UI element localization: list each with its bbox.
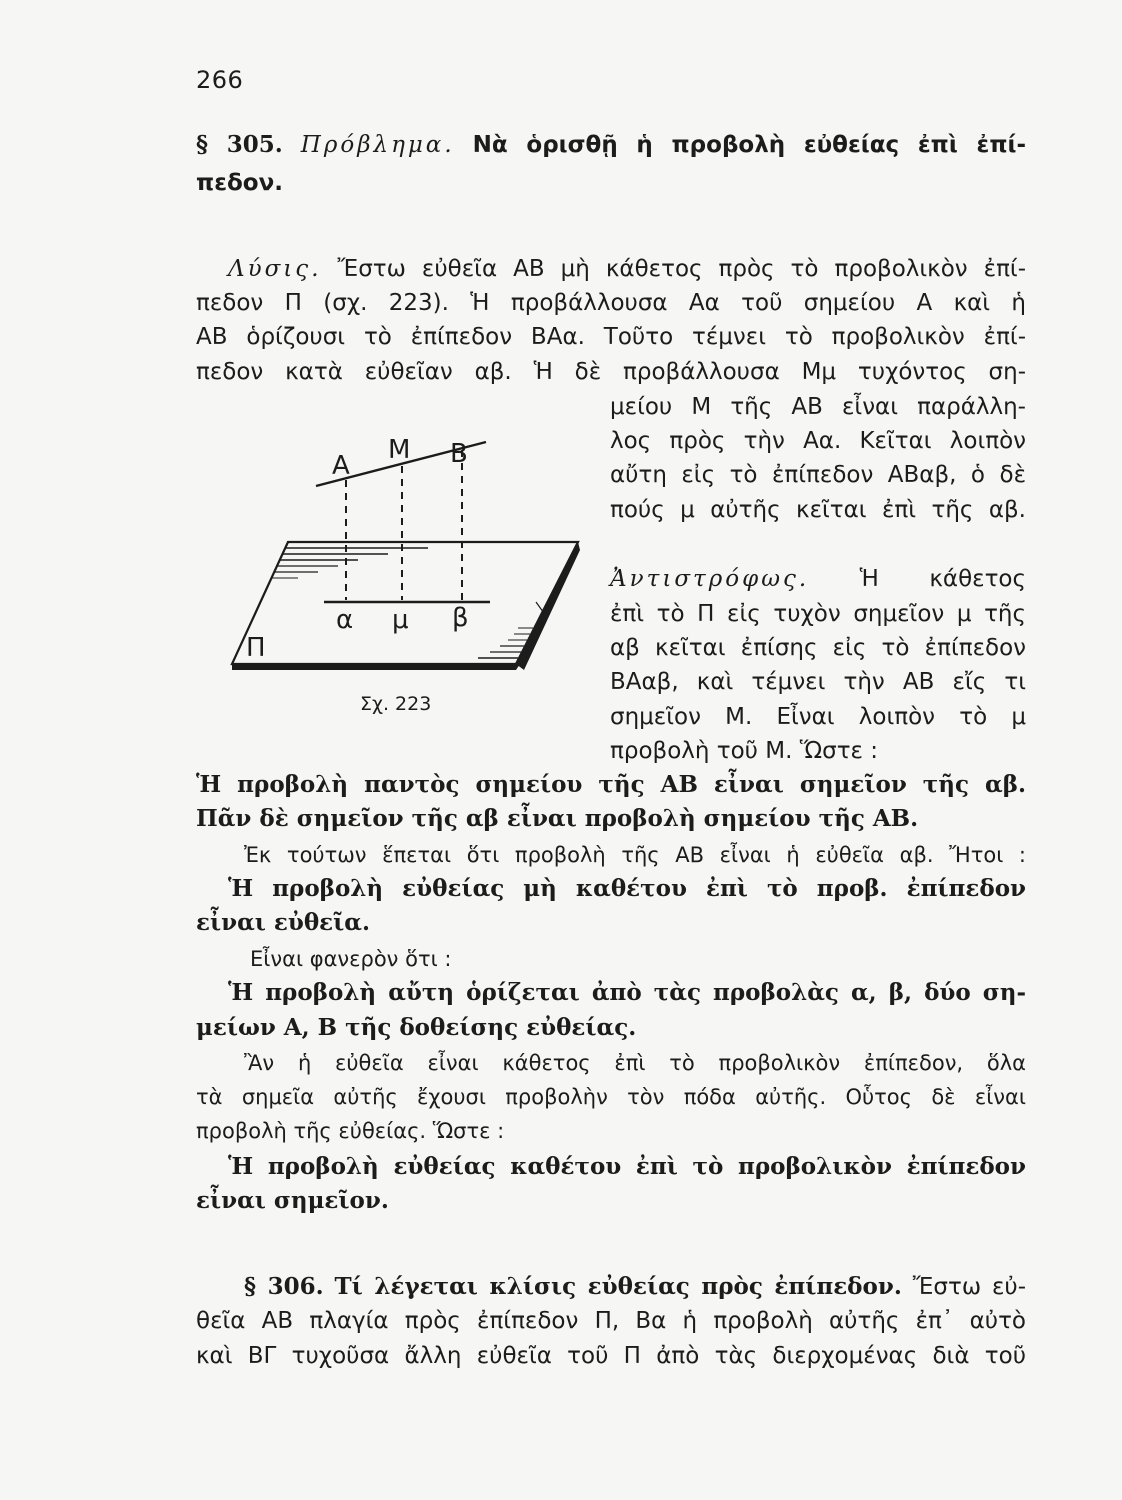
theorem1-line1: Ἡ προβολὴ παντὸς σημείου τῆς ΑΒ εἶναι σημεῖον τῆς αβ. — [196, 771, 1026, 798]
section-number-306: § 306. — [244, 1273, 324, 1300]
problem-statement: Νὰ ὁρισθῇ ἡ προβολὴ εὐθείας ἐπὶ ἐπί- — [472, 132, 1027, 158]
evident-text: Εἶναι φανερὸν ὅτι : — [250, 947, 452, 971]
perpendicular-line3: προβολὴ τῆς εὐθείας. Ὥστε : — [196, 1119, 505, 1143]
solution-line8: πούς μ αὐτῆς κεῖται ἐπὶ τῆς αβ. — [610, 497, 1026, 523]
theorem2-line2: εἶναι εὐθεῖα. — [196, 909, 371, 936]
theorem3-line2: μείων Α, Β τῆς δοθείσης εὐθείας. — [196, 1014, 637, 1041]
problem-label: Πρόβλημα. — [300, 132, 455, 158]
section-306-title: Τί λέγεται κλίσις εὐθείας πρὸς ἐπίπεδον. — [334, 1273, 902, 1300]
solution-line6: λος πρὸς τὴν Αα. Κεῖται λοιπὸν — [610, 428, 1026, 454]
label-M: Μ — [388, 438, 411, 465]
theorem4-line1: Ἡ προβολὴ εὐθείας καθέτου ἐπὶ τὸ προβολικὸν ἐπίπεδον — [228, 1153, 1026, 1180]
converse-line4: ΒΑαβ, καὶ τέμνει τὴν ΑΒ εἴς τι — [610, 669, 1026, 695]
section-306-line3: καὶ ΒΓ τυχοῦσα ἄλλη εὐθεῖα τοῦ Π ἀπὸ τὰς διερχομένας διὰ τοῦ — [196, 1343, 1026, 1369]
theorem2-line1: Ἡ προβολὴ εὐθείας μὴ καθέτου ἐπὶ τὸ προβ. ἐπίπεδον — [228, 875, 1026, 902]
section-number-305: § 305. — [196, 131, 283, 158]
solution-line2: πεδον Π (σχ. 223). Ἡ προβάλλουσα Αα τοῦ σημείου Α καὶ ἡ — [196, 290, 1026, 316]
perpendicular-line2: τὰ σημεῖα αὐτῆς ἔχουσι προβολὴν τὸν πόδα αὐτῆς. Οὗτος δὲ εἶναι — [196, 1085, 1026, 1109]
converse-line1-text: Ἡ κάθετος — [859, 566, 1027, 592]
perpendicular-line1: Ἂν ἡ εὐθεῖα εἶναι κάθετος ἐπὶ τὸ προβολικὸν ἐπίπεδον, ὅλα — [244, 1051, 1026, 1075]
label-A: Α — [332, 451, 350, 481]
solution-line7: αὔτη εἰς τὸ ἐπίπεδον ΑΒαβ, ὁ δὲ — [610, 462, 1026, 488]
solution-label: Λύσις. — [228, 256, 322, 282]
converse-line2: ἐπὶ τὸ Π εἰς τυχὸν σημεῖον μ τῆς — [610, 601, 1026, 627]
solution-line1-text: Ἔστω εὐθεῖα ΑΒ μὴ κάθετος πρὸς τὸ προβολικὸν ἐπί- — [337, 256, 1027, 282]
converse-label: Ἀντιστρόφως. — [610, 566, 810, 592]
solution-line3: ΑΒ ὁρίζουσι τὸ ἐπίπεδον ΒΑα. Τοῦτο τέμνει τὸ προβολικὸν ἐπί- — [196, 324, 1026, 350]
label-plane: Π — [246, 633, 266, 663]
solution-line5: μείου Μ τῆς ΑΒ εἶναι παράλλη- — [610, 394, 1026, 420]
figure-223 — [228, 438, 590, 728]
converse-line1 — [610, 562, 1026, 596]
heading-305-line2: πεδον. — [196, 170, 284, 196]
label-beta: β — [452, 603, 469, 633]
section-306-line1-text: Ἔστω εὐ- — [912, 1274, 1027, 1300]
theorem1-line2: Πᾶν δὲ σημεῖον τῆς αβ εἶναι προβολὴ σημείου τῆς ΑΒ. — [196, 805, 919, 832]
label-mu: μ — [392, 605, 409, 635]
converse-line5: σημεῖον Μ. Εἶναι λοιπὸν τὸ μ — [610, 704, 1026, 730]
converse-line3: αβ κεῖται ἐπίσης εἰς τὸ ἐπίπεδον — [610, 635, 1026, 661]
label-B: Β — [450, 439, 468, 469]
solution-line4: πεδον κατὰ εὐθεῖαν αβ. Ἡ δὲ προβάλλουσα Μμ τυχόντος ση- — [196, 359, 1026, 385]
page-number: 266 — [196, 66, 244, 94]
heading-305-line1 — [196, 128, 1026, 162]
consequence: Ἐκ τούτων ἕπεται ὅτι προβολὴ τῆς ΑΒ εἶναι ἡ εὐθεῖα αβ. Ἤτοι : — [244, 843, 1026, 867]
label-alpha: α — [336, 605, 354, 635]
section-306-line2: θεῖα ΑΒ πλαγία πρὸς ἐπίπεδον Π, Βα ἡ προβολὴ αὐτῆς ἐπ᾽ αὐτὸ — [196, 1308, 1026, 1334]
theorem4-line2: εἶναι σημεῖον. — [196, 1187, 389, 1214]
figure-caption: Σχ. 223 — [360, 693, 432, 715]
solution-line1 — [228, 252, 1026, 286]
theorem3-line1: Ἡ προβολὴ αὔτη ὁρίζεται ἀπὸ τὰς προβολὰς α, β, δύο ση- — [228, 979, 1026, 1006]
converse-line6: προβολὴ τοῦ Μ. Ὥστε : — [610, 738, 879, 764]
section-306-line1 — [244, 1270, 1026, 1304]
